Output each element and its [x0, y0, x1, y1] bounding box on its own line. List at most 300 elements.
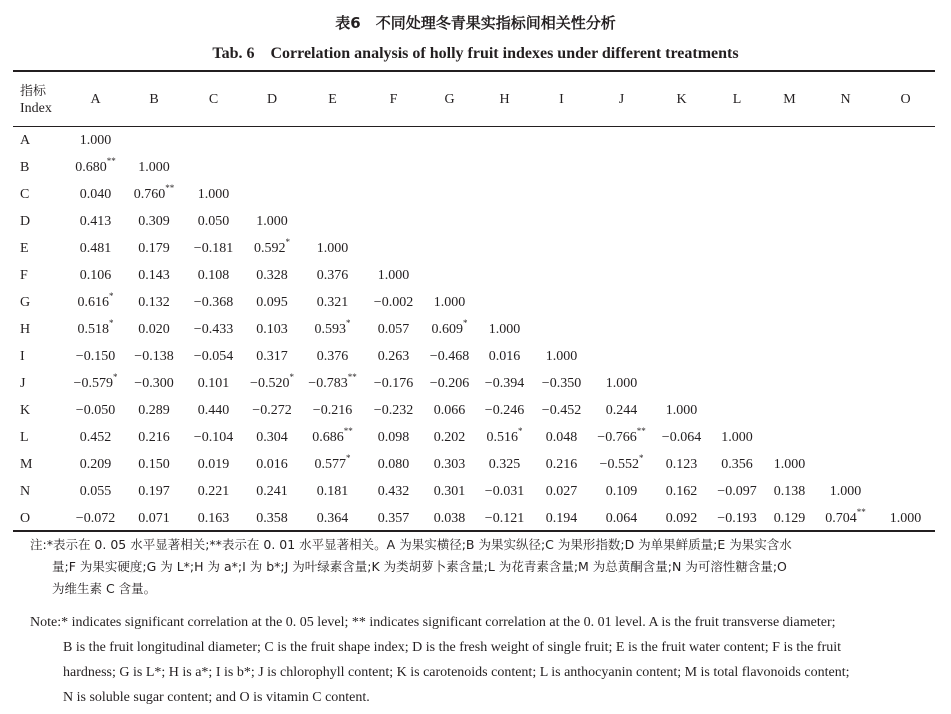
table-row — [13, 127, 935, 154]
cell-value: −0.072 — [75, 510, 116, 526]
table-row — [13, 451, 935, 478]
table-row — [13, 424, 935, 451]
table-cell — [764, 235, 815, 262]
table-cell — [653, 397, 710, 424]
table-cell — [764, 181, 815, 208]
table-cell — [364, 343, 423, 370]
cell-value: −0.150 — [75, 348, 116, 364]
cell-value: 0.038 — [433, 510, 466, 526]
table-cell — [710, 478, 764, 505]
column-header: L — [732, 92, 742, 107]
cell-value: 0.516 — [486, 429, 518, 445]
cell-value: −0.050 — [75, 402, 116, 418]
table-cell — [876, 316, 935, 343]
cell-value: 0.098 — [377, 429, 410, 445]
cell-value: 0.095 — [256, 294, 288, 310]
significance-mark: ** — [347, 371, 357, 382]
table-cell — [815, 370, 876, 397]
table-row — [13, 505, 935, 532]
table-cell — [590, 451, 653, 478]
table-cell — [301, 343, 364, 370]
cell-value: 1.000 — [79, 132, 112, 148]
table-cell — [764, 316, 815, 343]
table-cell — [590, 289, 653, 316]
cell-value: 0.609 — [431, 321, 463, 337]
column-header: K — [676, 92, 687, 107]
table-cell — [67, 370, 124, 397]
table-cell — [533, 478, 590, 505]
table-cell — [124, 208, 184, 235]
cell-value: −0.193 — [717, 510, 757, 526]
cell-value: 0.593 — [314, 321, 346, 337]
table-cell — [423, 235, 476, 262]
cell-value: 0.019 — [197, 456, 230, 472]
table-cell — [67, 397, 124, 424]
table-row — [13, 181, 935, 208]
cell-value: 0.241 — [256, 483, 288, 499]
table-cell — [301, 424, 364, 451]
table-cell — [653, 262, 710, 289]
significance-mark: * — [346, 452, 351, 463]
table-cell — [710, 397, 764, 424]
table-cell — [710, 208, 764, 235]
cell-value: 0.686 — [312, 429, 344, 445]
cell-value: −0.064 — [661, 429, 702, 445]
table-cell — [710, 154, 764, 181]
cell-value: 0.050 — [197, 213, 230, 229]
cell-value: 0.027 — [545, 483, 578, 499]
table-cell — [710, 451, 764, 478]
table-cell — [243, 424, 301, 451]
table-cell — [364, 289, 423, 316]
table-cell — [124, 289, 184, 316]
table-cell — [476, 316, 533, 343]
cell-value: 1.000 — [773, 456, 806, 472]
cell-value: 0.163 — [197, 510, 230, 526]
cell-value: −0.181 — [193, 240, 234, 256]
cell-value: −0.054 — [193, 348, 234, 364]
top-rule — [13, 70, 935, 72]
cell-value: 0.216 — [138, 429, 170, 445]
cell-value: 0.143 — [138, 267, 170, 283]
table-cell — [815, 262, 876, 289]
table-cell — [764, 208, 815, 235]
table-cell — [423, 424, 476, 451]
table-row — [13, 235, 935, 262]
table-cell — [67, 181, 124, 208]
table-cell — [184, 208, 243, 235]
table-cell — [184, 424, 243, 451]
table-cell — [301, 181, 364, 208]
cell-value: 0.325 — [488, 456, 521, 472]
table-cell — [876, 397, 935, 424]
table-cell — [67, 289, 124, 316]
cell-value: −0.097 — [717, 483, 757, 499]
table-cell — [476, 208, 533, 235]
cell-value: −0.552 — [599, 456, 639, 472]
table-cell — [764, 154, 815, 181]
row-label: A — [20, 132, 31, 148]
row-label: K — [20, 402, 31, 418]
table-cell — [533, 127, 590, 154]
table-cell — [815, 154, 876, 181]
table-cell — [67, 316, 124, 343]
table-cell — [301, 154, 364, 181]
index-header — [13, 73, 67, 127]
row-label: G — [20, 294, 31, 310]
table-cell — [184, 289, 243, 316]
row-label: I — [20, 348, 25, 364]
table-cell — [243, 397, 301, 424]
table-cell — [590, 127, 653, 154]
significance-mark: * — [638, 452, 644, 463]
table-cell — [653, 154, 710, 181]
note-en-line-2: B is the fruit longitudinal diameter; C is the fruit shape index; D is the fresh weight of single fruit; E is the fruit water content; F is the fruit — [63, 640, 842, 655]
row-label: J — [20, 375, 26, 391]
table-cell — [67, 127, 124, 154]
table-cell — [301, 370, 364, 397]
table-cell — [67, 154, 124, 181]
table-cell — [764, 127, 815, 154]
cell-value: 0.055 — [79, 483, 112, 499]
table-cell — [423, 343, 476, 370]
table-cell — [590, 235, 653, 262]
table-cell — [476, 424, 533, 451]
table-cell — [764, 343, 815, 370]
cell-value: 0.216 — [545, 456, 578, 472]
cell-value: 0.179 — [138, 240, 170, 256]
table-cell — [653, 370, 710, 397]
table-cell — [124, 505, 184, 532]
cell-value: 0.413 — [79, 213, 112, 229]
table-cell — [764, 262, 815, 289]
table-cell — [815, 478, 876, 505]
table-cell — [124, 262, 184, 289]
table-cell — [364, 262, 423, 289]
table-cell — [876, 370, 935, 397]
table-cell — [184, 370, 243, 397]
cell-value: 1.000 — [889, 510, 922, 526]
table-cell — [423, 154, 476, 181]
table-cell — [364, 235, 423, 262]
row-label: C — [20, 186, 30, 202]
column-header: F — [389, 92, 398, 107]
table-cell — [876, 343, 935, 370]
table-cell — [653, 208, 710, 235]
significance-mark: ** — [343, 425, 353, 436]
column-header: J — [618, 92, 625, 107]
table-cell — [876, 505, 935, 532]
table-cell — [815, 343, 876, 370]
table-cell — [590, 262, 653, 289]
table-cell — [653, 505, 710, 532]
significance-mark: * — [463, 317, 468, 328]
cell-value: −0.206 — [429, 375, 470, 391]
cell-value: 0.760 — [133, 186, 166, 202]
table-cell — [476, 181, 533, 208]
table-cell — [364, 424, 423, 451]
table-cell — [476, 289, 533, 316]
note-en-line-1: Note:* indicates significant correlation at the 0. 05 level; ** indicates significant correlation at the 0. 01 level. A is the fruit transverse diameter; — [30, 615, 836, 630]
cell-value: 0.376 — [316, 267, 349, 283]
cell-value: 0.221 — [197, 483, 230, 499]
table-cell — [764, 505, 815, 532]
column-header: M — [783, 92, 796, 107]
table-cell — [653, 451, 710, 478]
table-cell — [67, 451, 124, 478]
note-cn-line-1: 注:*表示在 0. 05 水平显著相关;**表示在 0. 01 水平显著相关。A 为果实横径;B 为果实纵径;C 为果形指数;D 为单果鲜质量;E 为果实含水 — [30, 537, 792, 552]
column-header: N — [840, 92, 851, 107]
table-cell — [533, 505, 590, 532]
table-cell — [364, 316, 423, 343]
table-cell — [423, 262, 476, 289]
table-cell — [876, 451, 935, 478]
table-cell — [184, 262, 243, 289]
table-row — [13, 289, 935, 316]
table-cell — [423, 478, 476, 505]
table-cell — [364, 127, 423, 154]
table-cell — [423, 289, 476, 316]
cell-value: 0.592 — [254, 240, 286, 256]
table-cell — [710, 289, 764, 316]
cell-value: 0.138 — [773, 483, 806, 499]
table-cell — [67, 478, 124, 505]
cell-value: −0.766 — [597, 429, 637, 445]
table-cell — [476, 343, 533, 370]
table-cell — [876, 181, 935, 208]
cell-value: 0.194 — [545, 510, 578, 526]
table-cell — [301, 451, 364, 478]
table-cell — [243, 505, 301, 532]
table-cell — [124, 127, 184, 154]
table-cell — [764, 370, 815, 397]
table-cell — [124, 451, 184, 478]
table-cell — [243, 127, 301, 154]
cell-value: 1.000 — [545, 348, 578, 364]
table-cell — [423, 370, 476, 397]
table-cell — [364, 505, 423, 532]
cell-value: 0.040 — [79, 186, 112, 202]
column-header: B — [149, 92, 159, 107]
table-cell — [590, 397, 653, 424]
table-cell — [184, 505, 243, 532]
cell-value: −0.520 — [250, 375, 290, 391]
cell-value: −0.002 — [373, 294, 414, 310]
table-cell — [876, 127, 935, 154]
table-cell — [243, 289, 301, 316]
table-cell — [815, 289, 876, 316]
table-cell — [184, 478, 243, 505]
cell-value: 0.356 — [721, 456, 753, 472]
table-cell — [184, 397, 243, 424]
cell-value: −0.031 — [484, 483, 525, 499]
table-cell — [301, 397, 364, 424]
cell-value: 1.000 — [829, 483, 862, 499]
cell-value: 0.048 — [545, 429, 578, 445]
column-header: G — [444, 92, 455, 107]
table-cell — [815, 505, 876, 532]
note-english — [30, 610, 935, 710]
note-chinese — [30, 534, 930, 600]
table-cell — [67, 343, 124, 370]
table-cell — [476, 262, 533, 289]
table-cell — [243, 343, 301, 370]
table-cell — [590, 370, 653, 397]
table-cell — [184, 181, 243, 208]
cell-value: −0.300 — [134, 375, 174, 391]
table-cell — [653, 343, 710, 370]
table-cell — [876, 262, 935, 289]
cell-value: 1.000 — [256, 213, 288, 229]
table-cell — [653, 289, 710, 316]
cell-value: 0.150 — [138, 456, 170, 472]
table-cell — [476, 127, 533, 154]
table-cell — [710, 127, 764, 154]
cell-value: 0.209 — [79, 456, 112, 472]
cell-value: 0.358 — [256, 510, 288, 526]
table-cell — [710, 235, 764, 262]
cell-value: −0.452 — [541, 402, 582, 418]
table-cell — [476, 397, 533, 424]
table-cell — [590, 424, 653, 451]
row-label: O — [20, 510, 31, 526]
cell-value: 0.616 — [77, 294, 109, 310]
table-cell — [243, 262, 301, 289]
table-cell — [476, 370, 533, 397]
cell-value: 0.364 — [316, 510, 349, 526]
table-cell — [124, 181, 184, 208]
significance-mark: * — [109, 317, 114, 328]
table-cell — [876, 154, 935, 181]
note-en-line-3: hardness; G is L*; H is a*; I is b*; J is chlorophyll content; K is carotenoids content; L is anthocyanin content; M is total flavonoids content; — [63, 665, 850, 680]
cell-value: 0.181 — [316, 483, 349, 499]
table-cell — [243, 208, 301, 235]
table-cell — [301, 505, 364, 532]
table-cell — [423, 316, 476, 343]
cell-value: −0.468 — [429, 348, 470, 364]
table-cell — [815, 235, 876, 262]
table-cell — [710, 370, 764, 397]
column-header: O — [900, 92, 911, 107]
table-row — [13, 370, 935, 397]
table-cell — [124, 154, 184, 181]
table-cell — [815, 424, 876, 451]
cell-value: 0.162 — [665, 483, 698, 499]
cell-value: 0.101 — [197, 375, 230, 391]
cell-value: −0.216 — [312, 402, 353, 418]
table-cell — [243, 478, 301, 505]
table-cell — [476, 505, 533, 532]
table-cell — [876, 235, 935, 262]
row-label: D — [20, 213, 31, 229]
table-cell — [815, 451, 876, 478]
column-header: D — [266, 92, 278, 107]
cell-value: 0.481 — [79, 240, 112, 256]
cell-value: 0.244 — [605, 402, 638, 418]
table-cell — [243, 235, 301, 262]
cell-value: 1.000 — [721, 429, 753, 445]
cell-value: 0.066 — [433, 402, 466, 418]
cell-value: 0.064 — [605, 510, 638, 526]
significance-mark: ** — [636, 425, 646, 436]
cell-value: 0.304 — [256, 429, 288, 445]
cell-value: 0.016 — [488, 348, 521, 364]
table-row — [13, 262, 935, 289]
table-cell — [876, 289, 935, 316]
table-cell — [476, 154, 533, 181]
significance-mark: * — [289, 371, 294, 382]
table-cell — [364, 451, 423, 478]
table-cell — [533, 451, 590, 478]
table-cell — [301, 289, 364, 316]
cell-value: −0.350 — [541, 375, 582, 391]
significance-mark: ** — [856, 506, 866, 517]
cell-value: 1.000 — [197, 186, 230, 202]
cell-value: 1.000 — [433, 294, 466, 310]
table-cell — [184, 343, 243, 370]
table-cell — [533, 154, 590, 181]
table-cell — [184, 451, 243, 478]
significance-mark: ** — [165, 182, 175, 193]
table-cell — [184, 235, 243, 262]
cell-value: 0.289 — [138, 402, 170, 418]
table-cell — [184, 316, 243, 343]
table-cell — [476, 478, 533, 505]
table-cell — [423, 208, 476, 235]
significance-mark: * — [109, 290, 114, 301]
table-body — [13, 127, 935, 532]
table-cell — [301, 208, 364, 235]
table-cell — [653, 127, 710, 154]
table-cell — [710, 262, 764, 289]
table-cell — [710, 181, 764, 208]
significance-mark: * — [346, 317, 351, 328]
column-header: C — [208, 92, 219, 107]
table-cell — [243, 154, 301, 181]
table-cell — [653, 235, 710, 262]
cell-value: −0.433 — [193, 321, 234, 337]
table-cell — [533, 181, 590, 208]
cell-value: 1.000 — [665, 402, 698, 418]
table-cell — [67, 505, 124, 532]
table-cell — [364, 370, 423, 397]
cell-value: 0.452 — [79, 429, 112, 445]
cell-value: 0.518 — [77, 321, 109, 337]
column-header: H — [499, 92, 510, 107]
cell-value: 0.432 — [377, 483, 410, 499]
cell-value: 0.092 — [665, 510, 698, 526]
cell-value: 0.301 — [433, 483, 466, 499]
table-cell — [533, 370, 590, 397]
table-cell — [243, 316, 301, 343]
cell-value: −0.783 — [308, 375, 348, 391]
table-title-en: Tab. 6 Correlation analysis of holly fruit indexes under different treatments — [212, 45, 739, 62]
cell-value: 1.000 — [488, 321, 521, 337]
table-cell — [124, 235, 184, 262]
table-cell — [184, 154, 243, 181]
cell-value: 0.202 — [433, 429, 466, 445]
table-cell — [764, 424, 815, 451]
significance-mark: * — [518, 425, 523, 436]
table-cell — [876, 208, 935, 235]
table-cell — [533, 289, 590, 316]
cell-value: −0.246 — [484, 402, 525, 418]
cell-value: 0.357 — [377, 510, 410, 526]
table-cell — [364, 478, 423, 505]
table-cell — [653, 424, 710, 451]
table-cell — [533, 316, 590, 343]
table-cell — [815, 181, 876, 208]
